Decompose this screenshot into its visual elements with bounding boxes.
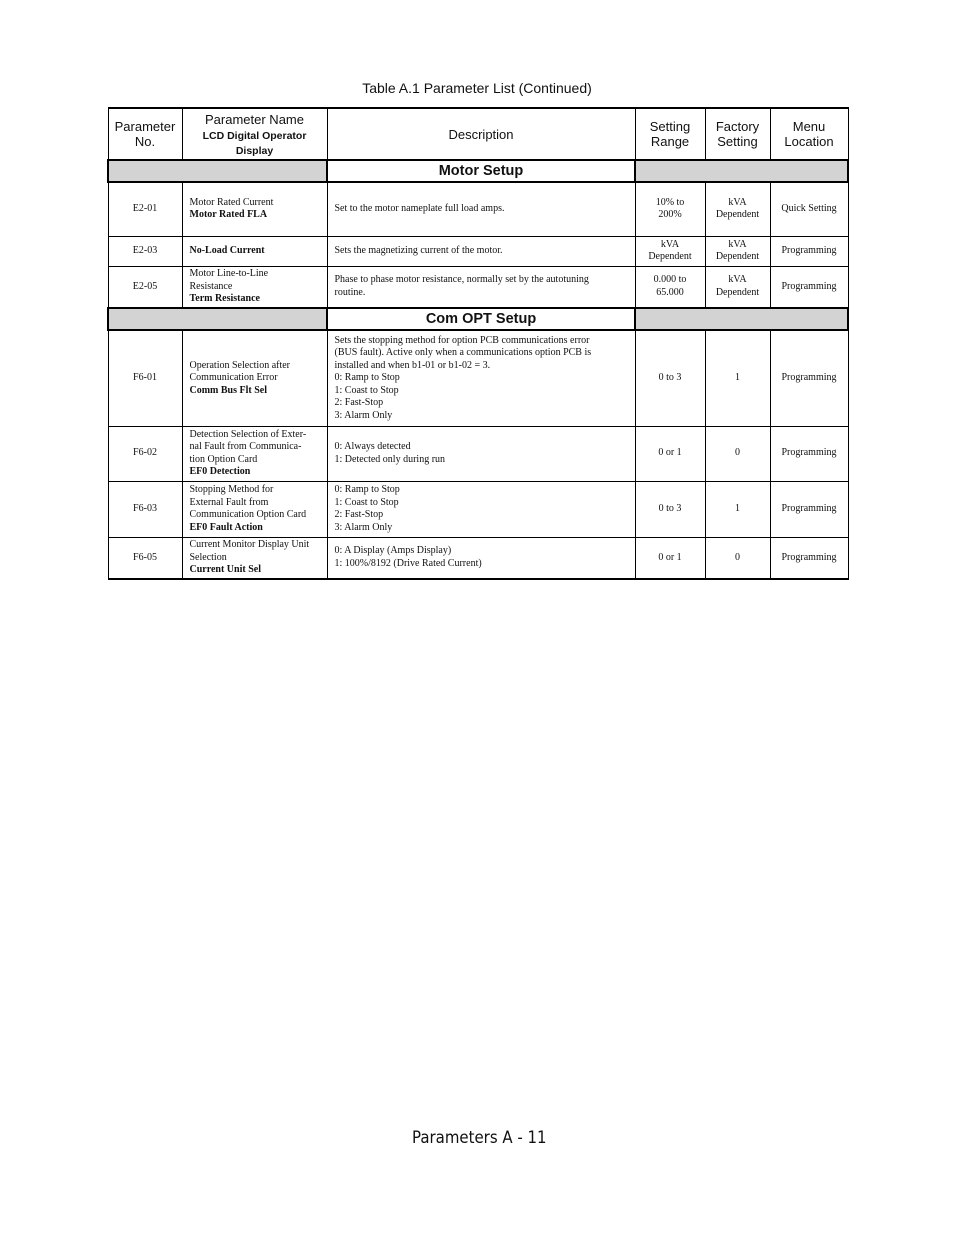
header-parameter-name: Parameter Name LCD Digital Operator Display bbox=[182, 108, 327, 160]
parameter-table bbox=[107, 107, 849, 580]
table-row bbox=[108, 266, 848, 308]
range-line: 0 to 3 bbox=[658, 502, 682, 514]
description bbox=[327, 182, 635, 236]
desc-line: (BUS fault). Active only when a communications option PCB is bbox=[334, 347, 592, 358]
desc-line: 0: Always detected bbox=[334, 441, 411, 452]
range-line: 0 or 1 bbox=[658, 551, 682, 563]
lcd-display-name: EF0 Fault Action bbox=[189, 521, 263, 533]
table-row bbox=[108, 537, 848, 579]
name-line: Motor Line-to-Line bbox=[189, 268, 269, 279]
name-line: Operation Selection after bbox=[189, 359, 291, 371]
factory-setting bbox=[705, 330, 770, 426]
lcd-display-name: EF0 Detection bbox=[189, 466, 251, 477]
lcd-display-name: Comm Bus Flt Sel bbox=[189, 384, 267, 396]
section-bar-left bbox=[108, 160, 327, 182]
factory-setting bbox=[705, 537, 770, 579]
desc-line: 0: Ramp to Stop bbox=[334, 484, 400, 495]
factory-line: Dependent bbox=[715, 286, 760, 298]
section-bar-right bbox=[635, 308, 848, 330]
factory-line: Dependent bbox=[715, 251, 760, 262]
name-line: tion Option Card bbox=[189, 453, 258, 465]
header-description: Description bbox=[327, 108, 635, 160]
lcd-display-name: No-Load Current bbox=[189, 244, 265, 256]
desc-line: 1: 100%/8192 (Drive Rated Current) bbox=[334, 557, 482, 569]
factory-line: kVA bbox=[728, 196, 747, 208]
factory-line: 1 bbox=[735, 372, 740, 383]
lcd-display-name: Current Unit Sel bbox=[189, 564, 261, 575]
name-line: nal Fault from Communica- bbox=[189, 441, 302, 452]
header-menu-location: Menu Location bbox=[770, 108, 848, 160]
range-line: 0 to 3 bbox=[658, 372, 682, 383]
header-setting-range: Setting Range bbox=[635, 108, 705, 160]
menu-location: Programming bbox=[770, 537, 848, 579]
header-row bbox=[108, 108, 848, 160]
factory-setting bbox=[705, 426, 770, 481]
description bbox=[327, 481, 635, 537]
table-row bbox=[108, 330, 848, 426]
lcd-display-name: Motor Rated FLA bbox=[189, 209, 268, 221]
name-line: Communication Error bbox=[189, 372, 278, 383]
menu-location: Programming bbox=[770, 481, 848, 537]
parameter-no: E2-05 bbox=[108, 266, 182, 308]
menu-location: Quick Setting bbox=[770, 182, 848, 236]
section-bar-right bbox=[635, 160, 848, 182]
menu-location: Programming bbox=[770, 266, 848, 308]
parameter-no: E2-01 bbox=[108, 182, 182, 236]
table-row bbox=[108, 426, 848, 481]
desc-line: Phase to phase motor resistance, normally set by the autotuning bbox=[334, 274, 589, 286]
desc-line: 3: Alarm Only bbox=[334, 409, 393, 421]
desc-line: installed and when b1-01 or b1-02 = 3. bbox=[334, 359, 491, 371]
setting-range bbox=[635, 537, 705, 579]
section-header-row bbox=[108, 160, 848, 182]
factory-setting bbox=[705, 182, 770, 236]
menu-location: Programming bbox=[770, 330, 848, 426]
description bbox=[327, 330, 635, 426]
name-line: External Fault from bbox=[189, 496, 269, 508]
name-line: Motor Rated Current bbox=[189, 196, 274, 208]
setting-range bbox=[635, 426, 705, 481]
section-title: Com OPT Setup bbox=[327, 308, 635, 330]
name-line: Communication Option Card bbox=[189, 509, 307, 520]
menu-location: Programming bbox=[770, 426, 848, 481]
desc-line: routine. bbox=[334, 286, 366, 298]
factory-line: Dependent bbox=[715, 209, 760, 221]
factory-line: 0 bbox=[735, 447, 740, 459]
parameter-no: E2-03 bbox=[108, 236, 182, 266]
parameter-name bbox=[182, 330, 327, 426]
desc-line: 2: Fast-Stop bbox=[334, 509, 384, 520]
table-row bbox=[108, 182, 848, 236]
parameter-name bbox=[182, 481, 327, 537]
desc-line: 3: Alarm Only bbox=[334, 521, 393, 533]
parameter-name bbox=[182, 537, 327, 579]
factory-line: kVA bbox=[728, 238, 747, 250]
factory-line: 1 bbox=[735, 502, 740, 514]
header-factory-setting: Factory Setting bbox=[705, 108, 770, 160]
table-caption: Table A.1 Parameter List (Continued) bbox=[362, 80, 592, 96]
setting-range bbox=[635, 266, 705, 308]
desc-line: Sets the stopping method for option PCB communications error bbox=[334, 334, 590, 346]
setting-range bbox=[635, 481, 705, 537]
factory-setting bbox=[705, 481, 770, 537]
range-line: kVA bbox=[660, 238, 680, 250]
desc-line: 1: Coast to Stop bbox=[334, 384, 399, 396]
description bbox=[327, 537, 635, 579]
description bbox=[327, 236, 635, 266]
description bbox=[327, 426, 635, 481]
setting-range bbox=[635, 182, 705, 236]
section-title: Motor Setup bbox=[327, 160, 635, 182]
name-line: Stopping Method for bbox=[189, 484, 274, 495]
parameter-no: F6-01 bbox=[108, 330, 182, 426]
desc-line: 2: Fast-Stop bbox=[334, 397, 384, 408]
page-footer: Parameters A - 11 bbox=[412, 1128, 547, 1148]
description bbox=[327, 266, 635, 308]
name-line: Selection bbox=[189, 551, 227, 563]
desc-line: Set to the motor nameplate full load amps. bbox=[334, 203, 505, 214]
desc-line: 0: Ramp to Stop bbox=[334, 372, 400, 383]
parameter-name bbox=[182, 236, 327, 266]
range-line: 0.000 to bbox=[653, 274, 687, 286]
factory-setting bbox=[705, 266, 770, 308]
range-line: 10% to bbox=[655, 196, 685, 208]
section-bar-left bbox=[108, 308, 327, 330]
parameter-name bbox=[182, 182, 327, 236]
menu-location: Programming bbox=[770, 236, 848, 266]
name-line: Detection Selection of Exter- bbox=[189, 428, 307, 440]
parameter-no: F6-03 bbox=[108, 481, 182, 537]
header-parameter-no: Parameter No. bbox=[108, 108, 182, 160]
parameter-no: F6-02 bbox=[108, 426, 182, 481]
name-line: Current Monitor Display Unit bbox=[189, 539, 310, 550]
factory-line: 0 bbox=[735, 551, 740, 563]
factory-line: kVA bbox=[728, 274, 747, 286]
lcd-display-name: Term Resistance bbox=[189, 293, 260, 304]
parameter-no: F6-05 bbox=[108, 537, 182, 579]
section-header-row bbox=[108, 308, 848, 330]
setting-range bbox=[635, 330, 705, 426]
parameter-name bbox=[182, 266, 327, 308]
name-line: Resistance bbox=[189, 280, 233, 292]
desc-line: 1: Coast to Stop bbox=[334, 496, 399, 508]
factory-setting bbox=[705, 236, 770, 266]
table-row bbox=[108, 481, 848, 537]
table-row bbox=[108, 236, 848, 266]
parameter-name bbox=[182, 426, 327, 481]
desc-line: Sets the magnetizing current of the motor. bbox=[334, 244, 503, 256]
range-line: 200% bbox=[658, 209, 682, 221]
setting-range bbox=[635, 236, 705, 266]
desc-line: 0: A Display (Amps Display) bbox=[334, 545, 452, 557]
range-line: 65.000 bbox=[656, 286, 684, 298]
desc-line: 1: Detected only during run bbox=[334, 453, 446, 465]
range-line: Dependent bbox=[648, 251, 692, 262]
range-line: 0 or 1 bbox=[658, 447, 682, 459]
